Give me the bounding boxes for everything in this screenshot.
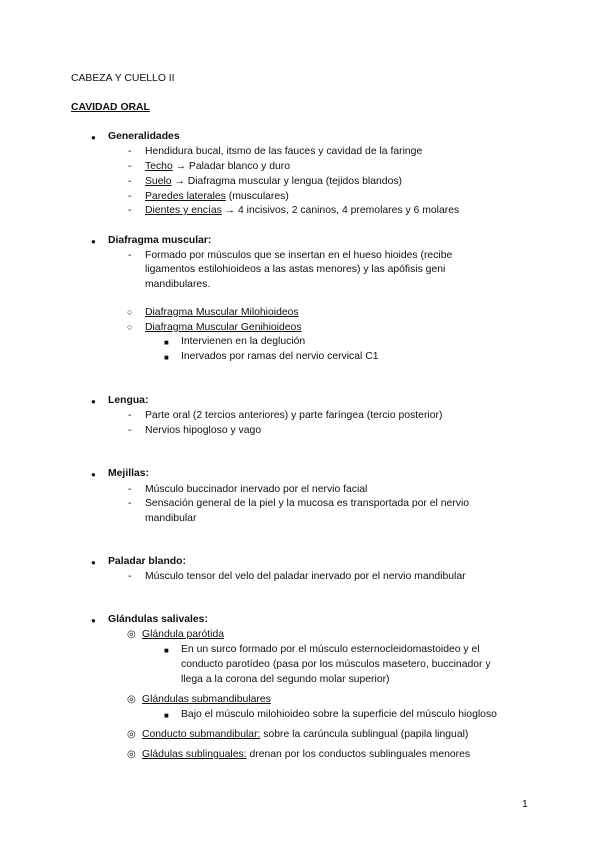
list-item: Glándulas submandibulares — [142, 694, 271, 705]
paragraph-line: Formado por músculos que se insertan en el hueso hioides (recibe — [145, 250, 453, 261]
section-heading-lengua: Lengua: — [108, 395, 149, 406]
list-item: Diafragma Muscular Genihioideos — [145, 322, 302, 333]
list-item — [145, 205, 459, 216]
term: Techo — [145, 161, 173, 172]
paragraph-line: Sensación general de la piel y la mucosa es transportada por el nervio — [145, 498, 470, 509]
list-item: Glándula parótida — [142, 629, 225, 640]
dash-icon: - — [128, 498, 132, 509]
list-item: Hendidura bucal, itsmo de las fauces y cavidad de la faringe — [145, 146, 423, 157]
list-item — [145, 161, 290, 172]
dash-icon: - — [128, 571, 132, 582]
circle-bullet-icon: ○ — [127, 307, 133, 317]
bullet-icon: ● — [91, 397, 96, 406]
section-heading-paladar: Paladar blando: — [108, 556, 186, 567]
term-description: sobre la carúncula sublingual (papila lingual) — [260, 729, 469, 740]
section-heading-diafragma: Diafragma muscular: — [108, 235, 212, 246]
square-bullet-icon: ■ — [164, 353, 169, 362]
paragraph-line: conducto parotídeo (pasa por los músculos masetero, buccinador y — [181, 659, 491, 670]
dash-icon: - — [128, 176, 132, 187]
square-bullet-icon: ■ — [164, 711, 169, 720]
term-description: → 4 incisivos, 2 caninos, 4 premolares y 6 molares — [221, 205, 460, 216]
list-item — [142, 729, 468, 740]
dash-icon: - — [128, 484, 132, 495]
term: Dientes y encías — [145, 205, 222, 216]
paragraph-line: mandibulares. — [145, 279, 211, 290]
term: Gládulas sublinguales: — [142, 749, 247, 760]
list-item: Inervados por ramas del nervio cervical C1 — [181, 351, 379, 362]
document-header: CABEZA Y CUELLO II — [71, 73, 175, 84]
double-circle-bullet-icon: ◎ — [127, 729, 136, 740]
dash-icon: - — [128, 410, 132, 421]
square-bullet-icon: ■ — [164, 646, 169, 655]
bullet-icon: ● — [91, 616, 96, 625]
section-heading-mejillas: Mejillas: — [108, 468, 149, 479]
paragraph-line: llega a la corona del segundo molar superior) — [181, 674, 390, 685]
bullet-icon: ● — [91, 470, 96, 479]
term-description: drenan por los conductos sublinguales menores — [246, 749, 471, 760]
dash-icon: - — [128, 250, 132, 261]
paragraph-line: mandibular — [145, 513, 197, 524]
list-item: Músculo buccinador inervado por el nervio facial — [145, 484, 368, 495]
square-bullet-icon: ■ — [164, 338, 169, 347]
term: Conducto submandibular: — [142, 729, 261, 740]
dash-icon: - — [128, 161, 132, 172]
double-circle-bullet-icon: ◎ — [127, 629, 136, 640]
list-item: Nervios hipogloso y vago — [145, 425, 262, 436]
list-item — [145, 191, 289, 202]
list-item: Diafragma Muscular Milohioideos — [145, 307, 299, 318]
term: Paredes laterales — [145, 191, 226, 202]
term: Suelo — [145, 176, 172, 187]
term-description: → Diafragma muscular y lengua (tejidos blandos) — [171, 176, 403, 187]
bullet-icon: ● — [91, 558, 96, 567]
dash-icon: - — [128, 425, 132, 436]
list-item: Músculo tensor del velo del paladar inervado por el nervio mandibular — [145, 571, 466, 582]
bullet-icon: ● — [91, 237, 96, 246]
dash-icon: - — [128, 205, 132, 216]
list-item — [145, 176, 402, 187]
paragraph-line: ligamentos estilohioideos a las astas menores) y las apófisis geni — [145, 264, 446, 275]
dash-icon: - — [128, 191, 132, 202]
section-heading-generalidades: Generalidades — [108, 131, 180, 142]
term-description: (musculares) — [225, 191, 289, 202]
dash-icon: - — [128, 146, 132, 157]
paragraph-line: En un surco formado por el músculo esternocleidomastoideo y el — [181, 644, 480, 655]
list-item — [142, 749, 470, 760]
term-description: → Paladar blanco y duro — [172, 161, 290, 172]
double-circle-bullet-icon: ◎ — [127, 749, 136, 760]
double-circle-bullet-icon: ◎ — [127, 694, 136, 705]
list-item: Intervienen en la deglución — [181, 336, 306, 347]
page-number: 1 — [522, 799, 528, 810]
circle-bullet-icon: ○ — [127, 322, 133, 332]
bullet-icon: ● — [91, 133, 96, 142]
section-heading-glandulas: Glándulas salivales: — [108, 614, 208, 625]
list-item: Bajo el músculo milohioideo sobre la superficie del músculo hiogloso — [181, 709, 497, 720]
list-item: Parte oral (2 tercios anteriores) y parte faríngea (tercio posterior) — [145, 410, 443, 421]
page-title: CAVIDAD ORAL — [71, 102, 150, 113]
